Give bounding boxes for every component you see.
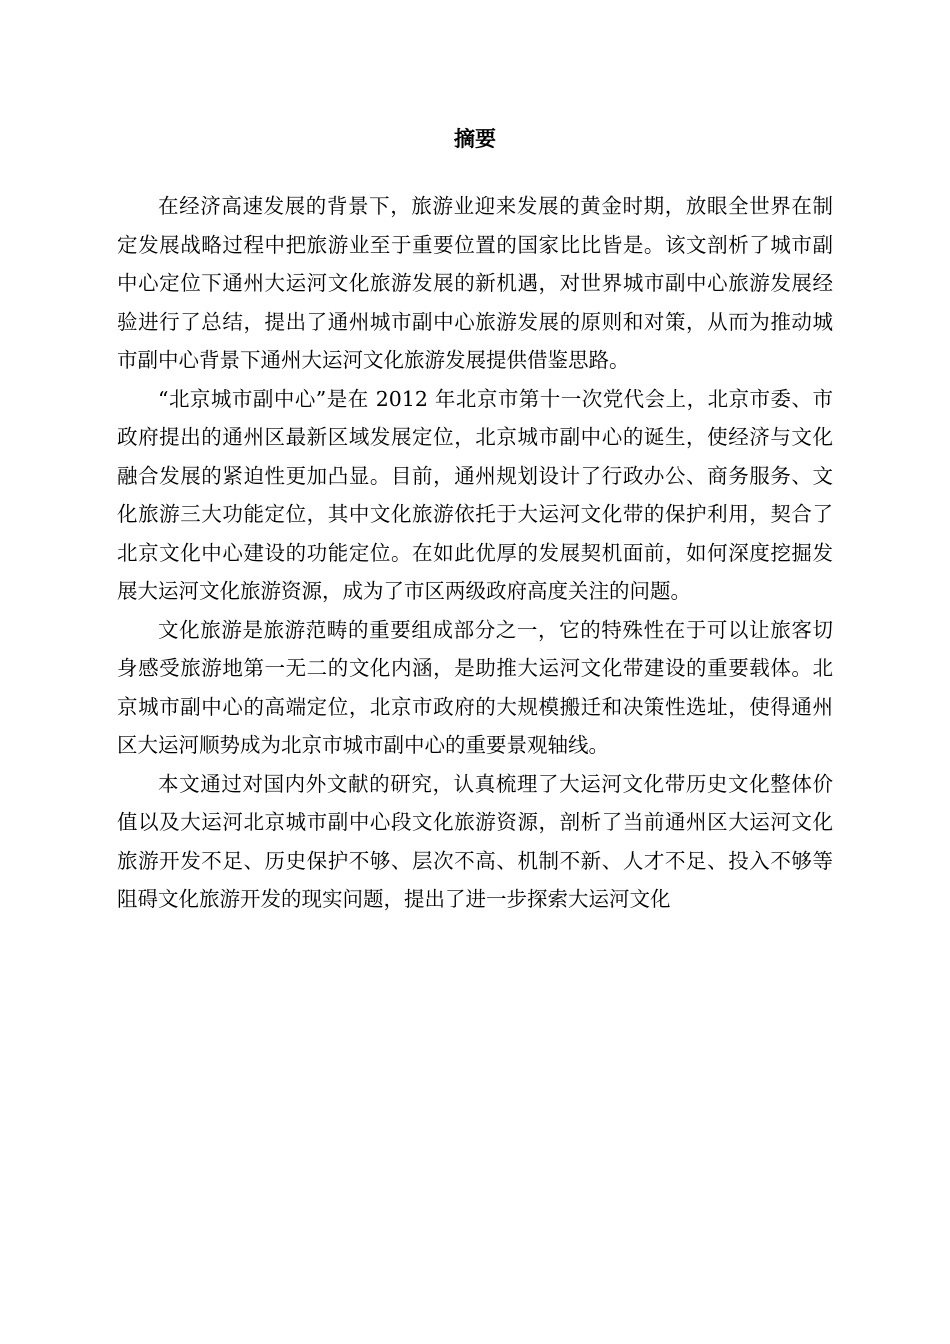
page-title: 摘要 (454, 127, 496, 151)
abstract-body (117, 187, 833, 919)
paragraph: 文化旅游是旅游范畴的重要组成部分之一，它的特殊性在于可以让旅客切身感受旅游地第一无二的文化内涵，是助推大运河文化带建设的重要载体。北京城市副中心的高端定位，北京市政府的大规模搬迁和决策性选址，使得通州区大运河顺势成为北京市城市副中心的重要景观轴线。 (117, 617, 833, 757)
paragraph: “北京城市副中心”是在 2012 年北京市第十一次党代会上，北京市委、市政府提出的通州区最新区域发展定位，北京城市副中心的诞生，使经济与文化融合发展的紧迫性更加凸显。目前，通州规划设计了行政办公、商务服务、文化旅游三大功能定位，其中文化旅游依托于大运河文化带的保护利用，契合了北京文化中心建设的功能定位。在如此优厚的发展契机面前，如何深度挖掘发展大运河文化旅游资源，成为了市区两级政府高度关注的问题。 (117, 386, 833, 603)
paragraph: 在经济高速发展的背景下，旅游业迎来发展的黄金时期，放眼全世界在制定发展战略过程中把旅游业至于重要位置的国家比比皆是。该文剖析了城市副中心定位下通州大运河文化旅游发展的新机遇，对世界城市副中心旅游发展经验进行了总结，提出了通州城市副中心旅游发展的原则和对策，从而为推动城市副中心背景下通州大运河文化旅游发展提供借鉴思路。 (117, 194, 833, 372)
paragraph: 本文通过对国内外文献的研究，认真梳理了大运河文化带历史文化整体价值以及大运河北京城市副中心段文化旅游资源，剖析了当前通州区大运河文化旅游开发不足、历史保护不够、层次不高、机制不新、人才不足、投入不够等阻碍文化旅游开发的现实问题，提出了进一步探索大运河文化 (117, 771, 833, 911)
